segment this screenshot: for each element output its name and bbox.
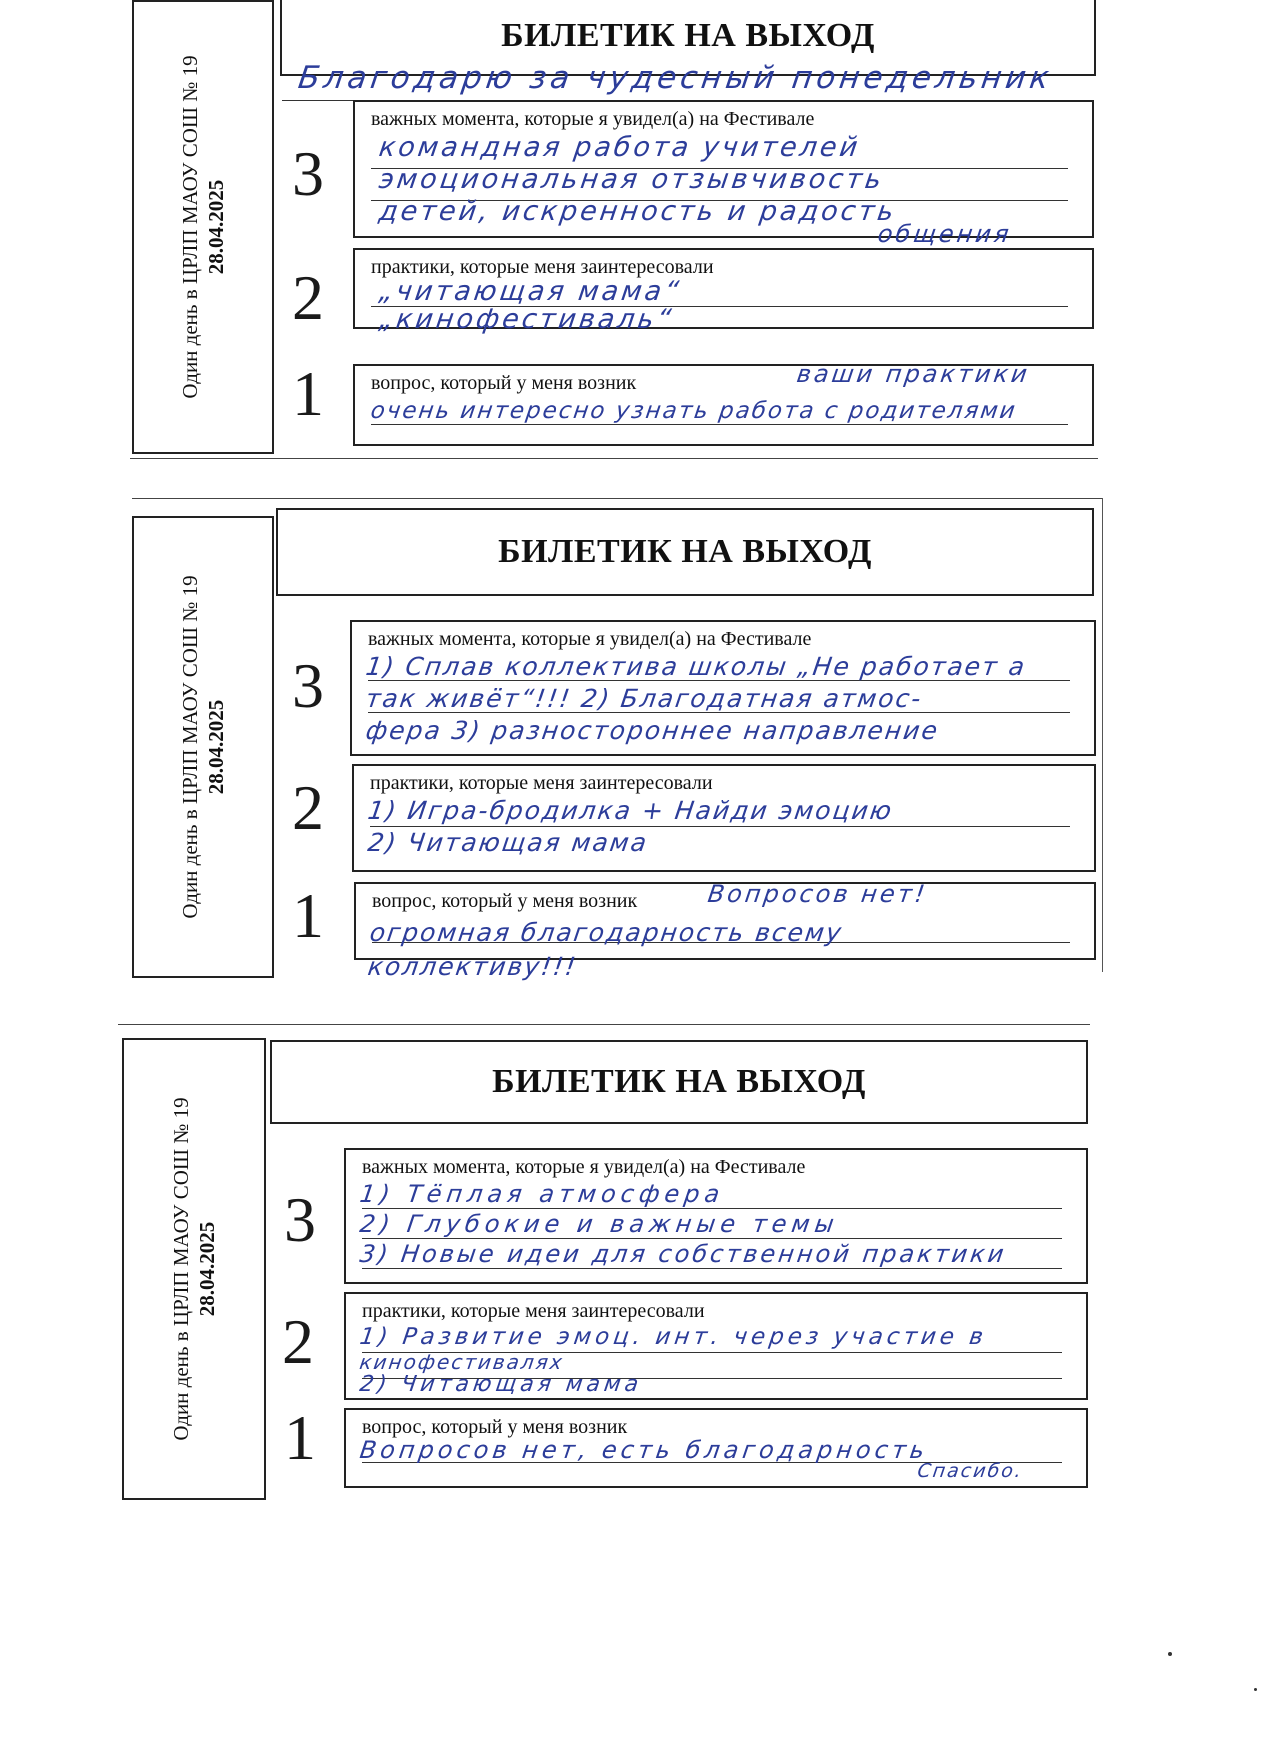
handwritten-answer: 2) Читающая мама [366, 828, 651, 857]
handwritten-answer: ваши практики [795, 360, 1032, 388]
handwritten-answer: Вопросов нет! [706, 880, 930, 908]
ticket-title-box [270, 1040, 1088, 1124]
ticket-title: БИЛЕТИК НА ВЫХОД [501, 17, 875, 54]
event-name: Один день в ЦРЛП МАОУ СОШ № 19 [168, 1097, 193, 1441]
handwritten-answer: 2) Глубокие и важные темы [358, 1210, 841, 1238]
event-date: 28.04.2025 [195, 1221, 219, 1317]
handwritten-answer: 1) Развитие эмоц. инт. через участие в [358, 1324, 989, 1350]
cut-line [132, 498, 1102, 499]
handwritten-answer: командная работа учителей [377, 132, 863, 163]
handwritten-answer: 1) Сплав коллектива школы „Не работает а [364, 652, 1029, 681]
section-question [344, 1408, 1088, 1488]
ticket-side-panel [122, 1038, 266, 1500]
section-label: практики, которые меня заинтересовали [371, 256, 714, 278]
section-interesting-practices [344, 1292, 1088, 1400]
handwritten-answer: „читающая мама“ [377, 276, 684, 307]
section-label: практики, которые меня заинтересовали [362, 1300, 705, 1322]
handwritten-answer: фера 3) разностороннее направление [364, 716, 942, 745]
section-important-moments [350, 620, 1096, 756]
section-label: важных момента, которые я увидел(а) на Фестивале [362, 1156, 806, 1178]
handwritten-answer: детей, искренность и радость [377, 196, 899, 227]
section-label: вопрос, который у меня возник [371, 372, 637, 394]
section-number: 1 [292, 358, 324, 429]
section-number: 3 [292, 650, 324, 721]
handwritten-answer: так живёт“!!! 2) Благодатная атмос- [364, 684, 925, 713]
rule-line [370, 826, 1070, 827]
cut-line [130, 458, 1098, 459]
section-label: практики, которые меня заинтересовали [370, 772, 713, 794]
ticket-side-text [177, 575, 230, 918]
handwritten-answer: 2) Читающая мама [358, 1372, 644, 1397]
ticket-side-text [168, 1097, 221, 1440]
event-name: Один день в ЦРЛП МАОУ СОШ № 19 [177, 575, 202, 919]
handwritten-answer: 3) Новые идеи для собственной практики [358, 1240, 1009, 1268]
handwritten-answer: кинофестивалях [358, 1350, 566, 1374]
section-interesting-practices [352, 764, 1096, 872]
scan-speck [1168, 1652, 1172, 1656]
event-date: 28.04.2025 [204, 179, 228, 275]
section-number: 2 [292, 772, 324, 843]
rule-line [362, 1238, 1062, 1239]
section-number: 3 [284, 1184, 316, 1255]
event-name: Один день в ЦРЛП МАОУ СОШ № 19 [177, 55, 202, 399]
handwritten-answer: 1) Тёплая атмосфера [358, 1180, 727, 1208]
section-question [354, 882, 1096, 960]
handwritten-answer: очень интересно узнать работа с родителями [369, 398, 1019, 424]
section-number: 1 [292, 880, 324, 951]
rule-line [371, 424, 1068, 425]
handwritten-answer: общения [876, 220, 1014, 248]
section-number: 1 [284, 1402, 316, 1473]
rule-line [362, 1268, 1062, 1269]
ticket-side-text [177, 55, 230, 398]
section-number: 2 [282, 1306, 314, 1377]
cut-line [118, 1024, 1090, 1025]
cut-line [1102, 498, 1103, 972]
section-important-moments [344, 1148, 1088, 1284]
ticket-title-box [276, 508, 1094, 596]
handwritten-answer: „кинофестиваль“ [377, 304, 676, 335]
ticket-side-panel [132, 0, 274, 454]
section-number: 3 [292, 138, 324, 209]
handwritten-answer: коллективу!!! [366, 952, 580, 981]
section-label: вопрос, который у меня возник [362, 1416, 628, 1438]
section-label: важных момента, которые я увидел(а) на Фестивале [371, 108, 815, 130]
ticket-title: БИЛЕТИК НА ВЫХОД [498, 533, 872, 570]
section-label: вопрос, который у меня возник [372, 890, 638, 912]
section-number: 2 [292, 262, 324, 333]
section-question [353, 360, 1094, 446]
section-important-moments [353, 100, 1094, 238]
ticket-side-panel [132, 516, 274, 978]
handwritten-answer: Вопросов нет, есть благодарность [358, 1436, 931, 1464]
handwritten-answer: эмоциональная отзывчивость [377, 164, 887, 195]
handwritten-note: Благодарю за чудесный понедельник [296, 60, 1056, 96]
ticket-title: БИЛЕТИК НА ВЫХОД [492, 1063, 866, 1100]
handwritten-answer: Спасибо. [916, 1460, 1025, 1482]
section-label: важных момента, которые я увидел(а) на Фестивале [368, 628, 812, 650]
event-date: 28.04.2025 [204, 699, 228, 795]
scan-speck [1254, 1688, 1257, 1691]
section-interesting-practices [353, 248, 1094, 335]
handwritten-answer: огромная благодарность всему [368, 918, 845, 947]
handwritten-answer: 1) Игра-бродилка + Найди эмоцию [366, 796, 896, 825]
rule-line [362, 1208, 1062, 1209]
